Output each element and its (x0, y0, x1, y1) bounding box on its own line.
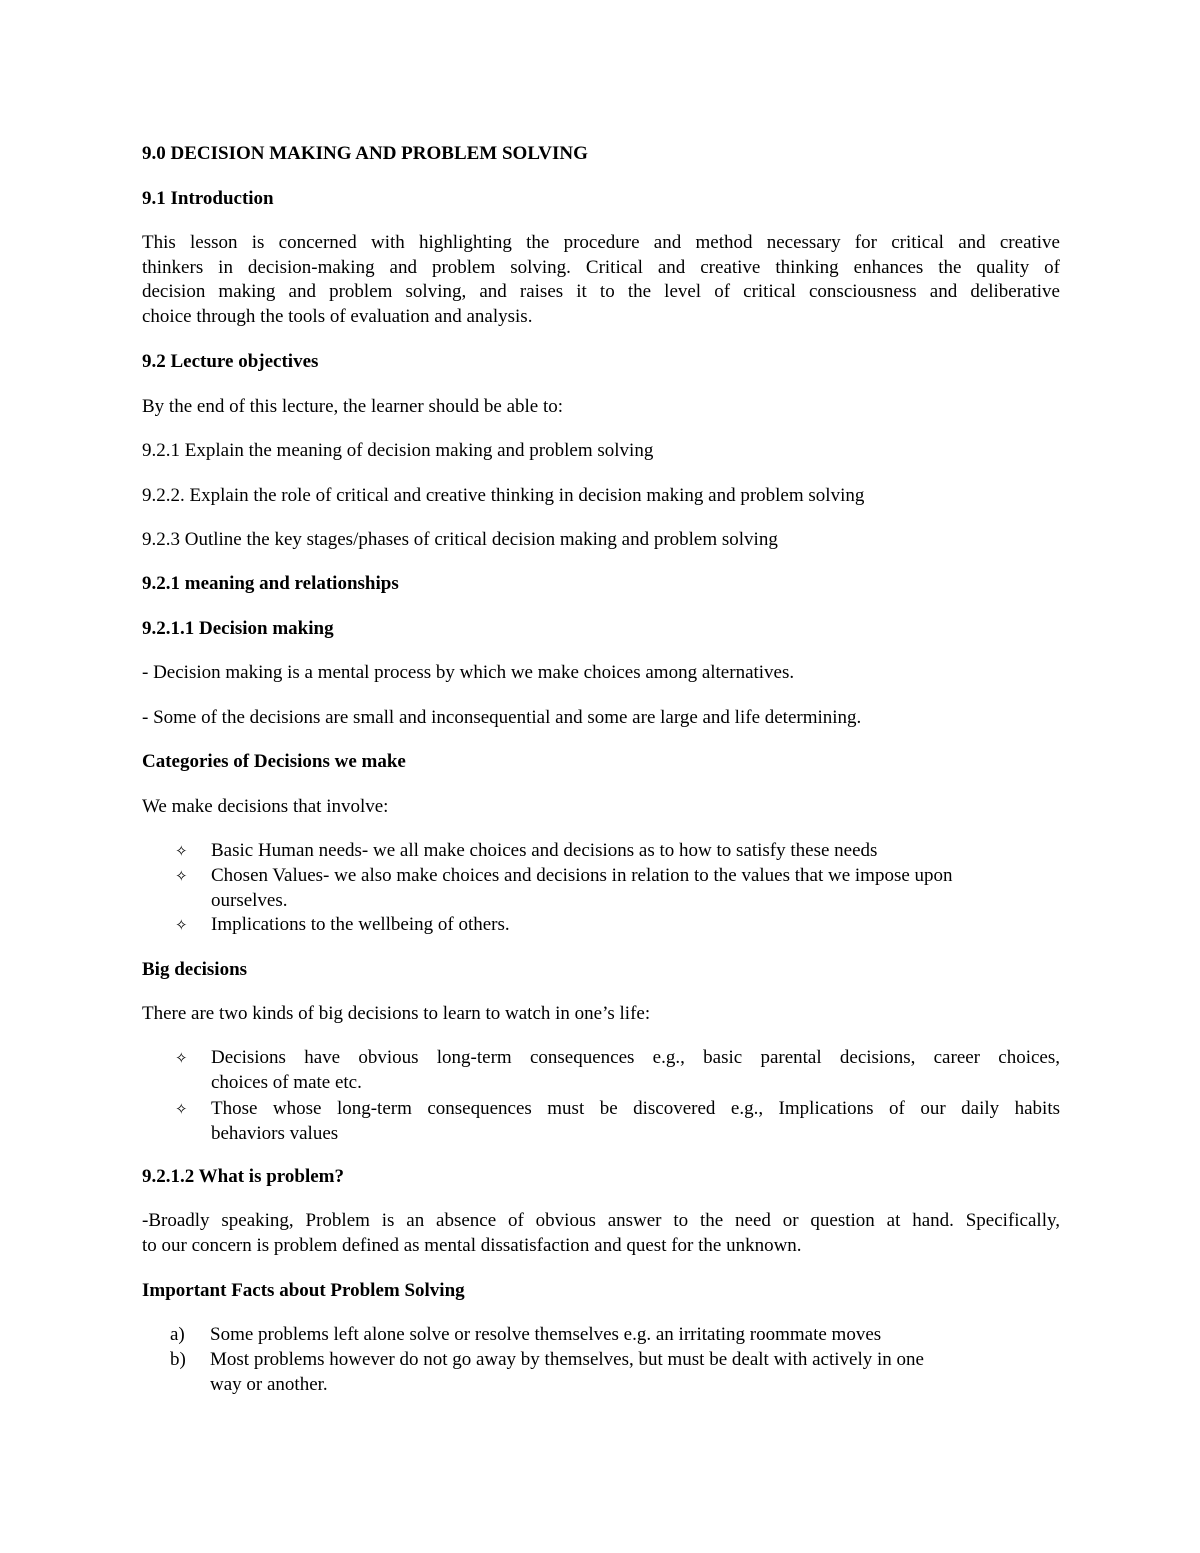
section-heading-important-facts: Important Facts about Problem Solving (142, 1280, 465, 1301)
paragraph-line: to our concern is problem defined as mental dissatisfaction and quest for the unknown. (142, 1234, 802, 1256)
paragraph-line: choice through the tools of evaluation and analysis. (142, 305, 533, 327)
bullet-text: Basic Human needs- we all make choices and decisions as to how to satisfy these needs (211, 840, 878, 861)
list-item-text: Most problems however do not go away by themselves, but must be dealt with actively in one (210, 1349, 924, 1370)
objective-item: 9.2.3 Outline the key stages/phases of critical decision making and problem solving (142, 529, 778, 550)
list-marker: b) (170, 1349, 186, 1370)
section-heading-meaning: 9.2.1 meaning and relationships (142, 573, 399, 594)
section-heading-categories: Categories of Decisions we make (142, 751, 406, 772)
diamond-bullet-icon: ✧ (175, 1049, 188, 1067)
bullet-text: Those whose long-term consequences must be discovered e.g., Implications of our daily habits (211, 1098, 1060, 1119)
subsection-heading-decision-making: 9.2.1.1 Decision making (142, 618, 334, 639)
list-item-text: way or another. (210, 1373, 328, 1395)
diamond-bullet-icon: ✧ (175, 842, 188, 860)
list-marker: a) (170, 1324, 185, 1345)
definition-point: - Some of the decisions are small and inconsequential and some are large and life determining. (142, 707, 862, 728)
objective-item: 9.2.1 Explain the meaning of decision making and problem solving (142, 440, 654, 461)
bullet-text: Implications to the wellbeing of others. (211, 914, 510, 935)
paragraph-line: This lesson is concerned with highlighting the procedure and method necessary for critical and creative (142, 232, 1060, 253)
bullet-text: Decisions have obvious long-term consequences e.g., basic parental decisions, career choices, (211, 1047, 1060, 1068)
problem-paragraph (142, 1209, 1060, 1258)
section-heading-objectives: 9.2 Lecture objectives (142, 351, 319, 372)
diamond-bullet-icon: ✧ (175, 916, 188, 934)
bullet-text: choices of mate etc. (211, 1071, 362, 1093)
section-heading-big-decisions: Big decisions (142, 959, 248, 980)
diamond-bullet-icon: ✧ (175, 867, 188, 885)
bullet-text: behaviors values (211, 1122, 339, 1144)
paragraph-line: thinkers in decision-making and problem solving. Critical and creative thinking enhances the quality of (142, 256, 1060, 278)
big-decisions-lead: There are two kinds of big decisions to learn to watch in one’s life: (142, 1003, 651, 1024)
bullet-text: ourselves. (211, 889, 288, 911)
document-title: 9.0 DECISION MAKING AND PROBLEM SOLVING (142, 143, 588, 164)
bullet-text: Chosen Values- we also make choices and decisions in relation to the values that we impose upon (211, 865, 953, 886)
paragraph-line: decision making and problem solving, and raises it to the level of critical consciousness and deliberative (142, 281, 1060, 302)
section-heading-introduction: 9.1 Introduction (142, 188, 274, 209)
categories-lead: We make decisions that involve: (142, 796, 389, 817)
objectives-lead: By the end of this lecture, the learner should be able to: (142, 396, 564, 417)
list-item-text: Some problems left alone solve or resolve themselves e.g. an irritating roommate moves (210, 1324, 882, 1345)
objective-item: 9.2.2. Explain the role of critical and creative thinking in decision making and problem solving (142, 485, 865, 506)
paragraph-line: -Broadly speaking, Problem is an absence of obvious answer to the need or question at hand. Specifically, (142, 1210, 1060, 1231)
diamond-bullet-icon: ✧ (175, 1100, 188, 1118)
definition-point: - Decision making is a mental process by which we make choices among alternatives. (142, 662, 795, 683)
subsection-heading-what-is-problem: 9.2.1.2 What is problem? (142, 1166, 344, 1187)
introduction-paragraph (142, 231, 1060, 329)
